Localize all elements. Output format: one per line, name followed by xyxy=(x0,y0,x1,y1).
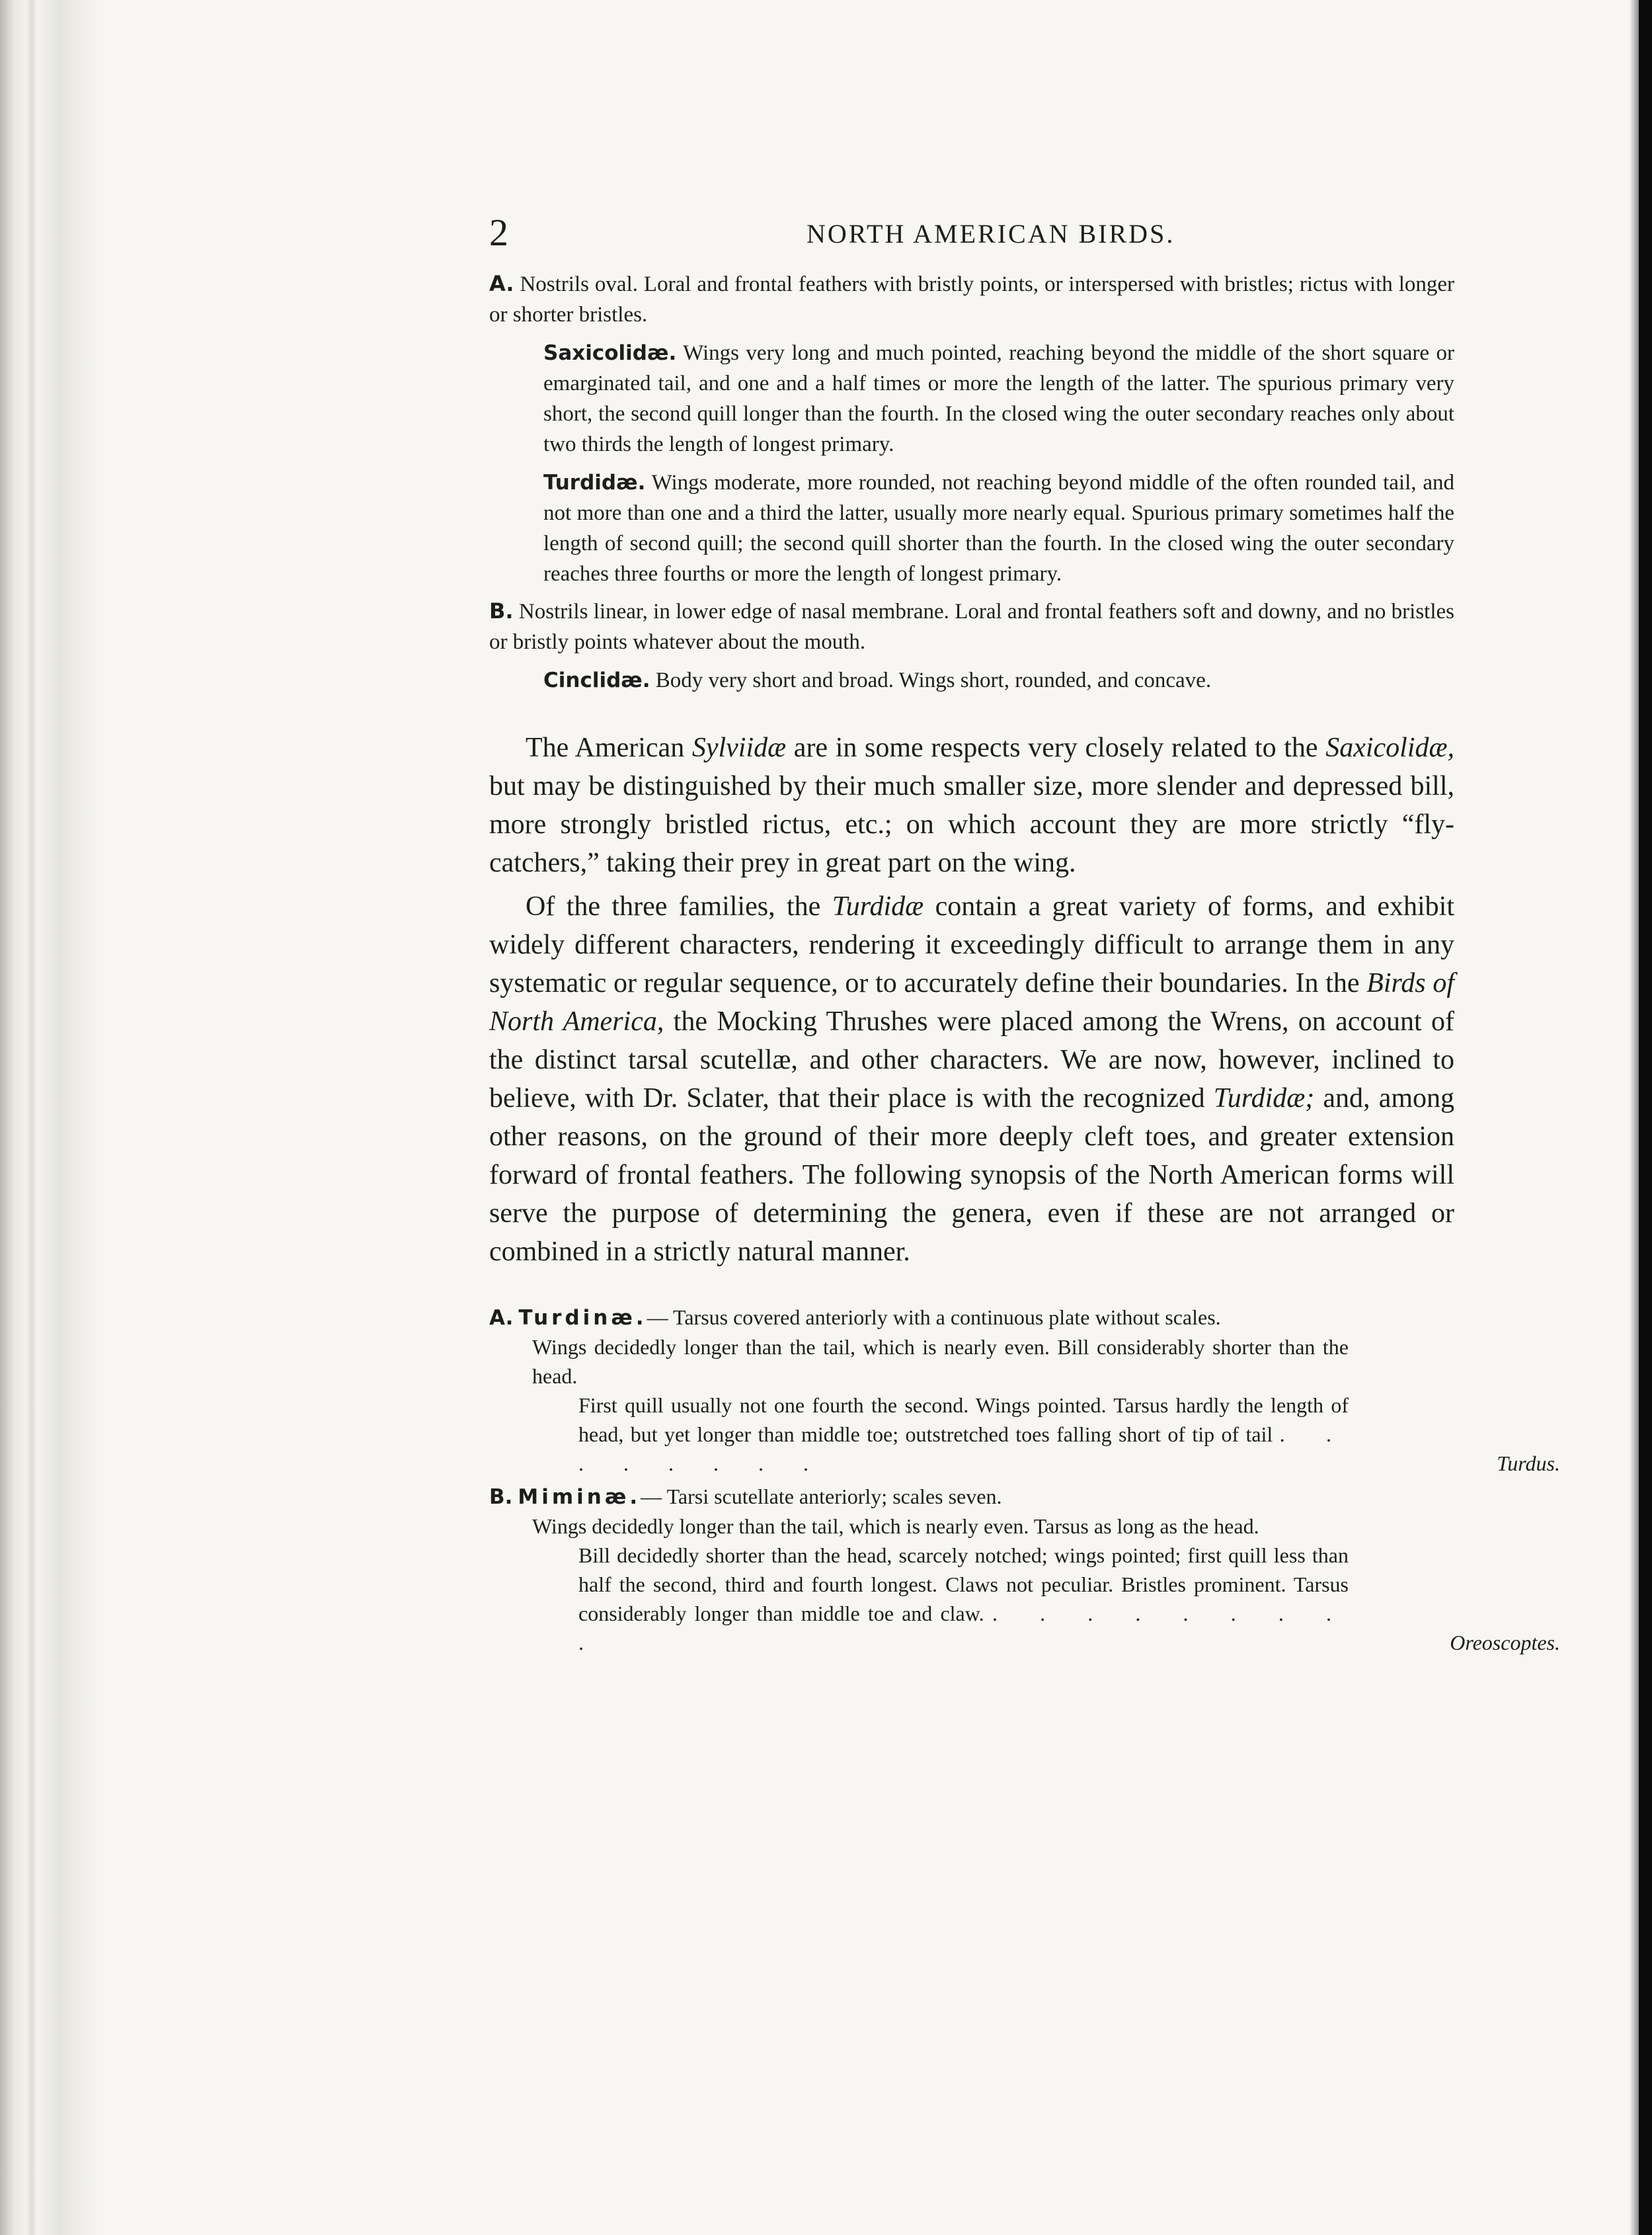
key-saxicolidae-text: Wings very long and much pointed, reaching beyond the middle of the short square or emarginated tail, and one and a half times or more the length of the latter. The spurious primary very short, the second quill longer than the fourth. In the closed wing the outer secondary reaches only about two thirds the length of longest primary. xyxy=(543,341,1454,456)
key-cinclidae-name: Cinclidæ. xyxy=(543,669,650,692)
page-binding-shadow xyxy=(0,0,99,2235)
body-text: Of the three families, the xyxy=(526,891,821,922)
subfamily-name: Miminæ. xyxy=(518,1485,641,1509)
key-a-lead: A. xyxy=(489,271,514,296)
taxon-name: Sylviidæ xyxy=(691,733,787,763)
book-title: Birds of North America, xyxy=(489,968,1454,1037)
synopsis-b-sub1: Wings decidedly longer than the tail, which is nearly even. Tarsus as long as the head. xyxy=(532,1514,1259,1538)
key-saxicolidae xyxy=(543,338,1454,460)
synopsis-a-sub2 xyxy=(578,1391,1560,1478)
subfamily-name: Turdinæ. xyxy=(518,1306,647,1330)
synopsis-b-sub2-text: Bill decidedly shorter than the head, scarcely notched; wings pointed; first quill less than half the second, third and fourth longest. Claws not peculiar. Bristles prominent. Tarsus considerably longer than middle toe and claw. xyxy=(578,1543,1349,1625)
page-content xyxy=(489,264,1560,1657)
genus-name: Oreoscoptes. xyxy=(1450,1631,1560,1654)
synopsis-b-text: — Tarsi scutellate anteriorly; scales seven. xyxy=(641,1484,1002,1508)
body-paragraph-2 xyxy=(489,887,1454,1271)
genus-name: Turdus. xyxy=(1497,1451,1560,1475)
leader-dots: . . . . . . . . . xyxy=(578,1602,1349,1654)
synopsis-a-sub1: Wings decidedly longer than the tail, which is nearly even. Bill considerably shorter than the head. xyxy=(532,1335,1349,1388)
page-edge-shadow xyxy=(1630,0,1639,2235)
taxon-name: Turdidæ; xyxy=(1213,1083,1315,1114)
body-text: are in some respects very closely related to the xyxy=(793,733,1318,763)
leader-dots: . . . . . . . . xyxy=(578,1422,1349,1475)
synopsis-a-lead: A. xyxy=(489,1306,514,1330)
body-text: the Mocking Thrushes were placed among the Wrens, on account of the distinct tarsal scutellæ, and other characters. We are now, however, inclined to believe, with Dr. Sclater, that their place is with the recognized xyxy=(489,1006,1454,1114)
key-turdidae-name: Turdidæ. xyxy=(543,471,646,495)
page-header xyxy=(489,210,1454,263)
page-edge-dark xyxy=(1639,0,1652,2235)
taxon-name: Turdidæ xyxy=(832,891,924,922)
key-cinclidae-text: Body very short and broad. Wings short, rounded, and concave. xyxy=(655,669,1212,692)
key-a xyxy=(489,268,1454,330)
genera-synopsis xyxy=(489,1303,1560,1657)
synopsis-b-heading xyxy=(489,1482,1349,1512)
body-paragraph-1 xyxy=(489,729,1454,882)
key-cinclidae xyxy=(543,665,1454,696)
synopsis-a-text: — Tarsus covered anteriorly with a continuous plate without scales. xyxy=(647,1305,1221,1329)
running-head: NORTH AMERICAN BIRDS. xyxy=(806,219,1175,249)
key-turdidae xyxy=(543,467,1454,589)
synopsis-b-sub2 xyxy=(578,1541,1560,1657)
key-b-text: Nostrils linear, in lower edge of nasal membrane. Loral and frontal feathers soft and downy, and no bristles or bristly points whatever about the mouth. xyxy=(489,600,1455,654)
taxon-name: Saxicolidæ, xyxy=(1325,733,1455,763)
key-saxicolidae-name: Saxicolidæ. xyxy=(543,341,677,365)
synopsis-a-heading xyxy=(489,1303,1349,1332)
body-text: but may be distinguished by their much smaller size, more slender and depressed bill, more strongly bristled rictus, etc.; on which account they are more strictly “fly-catchers,” taking their prey in great part on the wing. xyxy=(489,771,1454,878)
body-text: contain a great variety of forms, and exhibit widely different characters, rendering it exceedingly difficult to arrange them in any systematic or regular sequence, or to accurately define their boundaries. In the xyxy=(489,891,1454,998)
body-text: and, among other reasons, on the ground of their more deeply cleft toes, and greater extension forward of frontal feathers. The following synopsis of the North American forms will serve the purpose of determining the genera, even if these are not arranged or combined in a strictly natural manner. xyxy=(489,1083,1455,1267)
key-b xyxy=(489,596,1454,657)
key-b-lead: B. xyxy=(489,598,514,624)
key-turdidae-text: Wings moderate, more rounded, not reaching beyond middle of the often rounded tail, and not more than one and a third the latter, usually more nearly equal. Spurious primary sometimes half the length of second quill; the second quill shorter than the fourth. In the closed wing the outer secondary reaches three fourths or more the length of longest primary. xyxy=(543,471,1454,586)
synopsis-b-lead: B. xyxy=(489,1485,513,1509)
page-number: 2 xyxy=(489,211,508,254)
body-text: The American xyxy=(526,733,685,763)
synopsis-a-sub2-text: First quill usually not one fourth the second. Wings pointed. Tarsus hardly the length of head, but yet longer than middle toe; outstretched toes falling short of tip of tail xyxy=(578,1393,1349,1446)
key-a-text: Nostrils oval. Loral and frontal feathers with bristly points, or interspersed with bristles; rictus with longer or shorter bristles. xyxy=(489,272,1454,327)
